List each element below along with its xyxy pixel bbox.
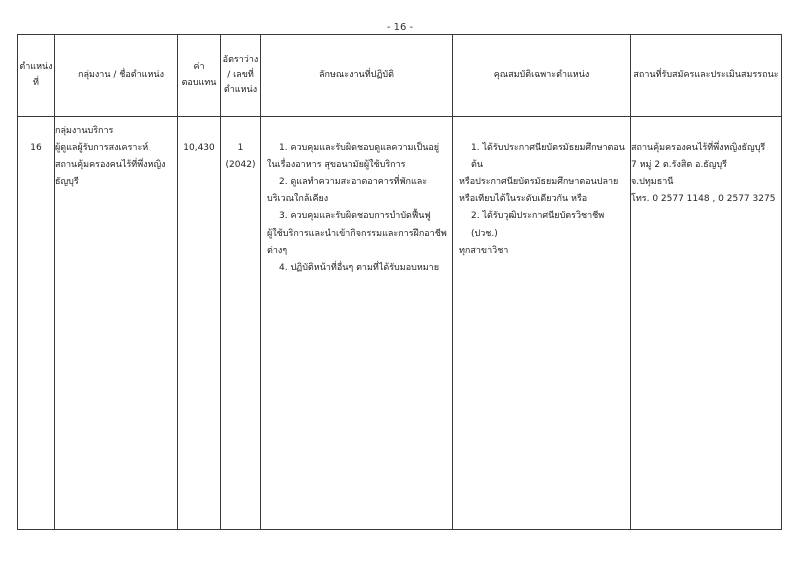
wage-value: 10,430 bbox=[183, 143, 215, 154]
position-number: 16 bbox=[30, 143, 42, 154]
duty-item-1-cont: ในเรื่องอาหาร สุขอนามัยผู้ใช้บริการ bbox=[267, 160, 406, 171]
header-duties: ลักษณะงานที่ปฏิบัติ bbox=[261, 35, 453, 117]
header-position-no: ตำแหน่งที่ bbox=[18, 35, 55, 117]
position-number-cell bbox=[18, 117, 55, 530]
duty-item-1: 1. ควบคุมและรับผิดชอบดูแลความเป็นอยู่ bbox=[279, 143, 440, 154]
wage-cell bbox=[178, 117, 221, 530]
rate-cell bbox=[221, 117, 261, 530]
recruitment-table bbox=[17, 34, 782, 530]
rate-number: (2042) bbox=[225, 160, 256, 171]
table-row bbox=[18, 117, 782, 530]
position-name-line1: ผู้ดูแลผู้รับการสงเคราะห์ bbox=[55, 143, 149, 154]
duties-cell bbox=[261, 117, 453, 530]
rate-count: 1 bbox=[237, 143, 244, 154]
group-name: กลุ่มงานบริการ bbox=[55, 126, 114, 136]
qualification-item-2: 2. ได้รับวุฒิประกาศนียบัตรวิชาชีพ (ปวช.) bbox=[471, 211, 605, 239]
duty-item-3-cont: ผู้ใช้บริการและนำเข้ากิจกรรมและการฝึกอาชีพ bbox=[267, 228, 447, 239]
header-wage: ค่าตอบแทน bbox=[178, 35, 221, 117]
header-group-position: กลุ่มงาน / ชื่อตำแหน่ง bbox=[55, 35, 178, 117]
duty-item-4: 4. ปฏิบัติหน้าที่อื่นๆ ตามที่ได้รับมอบหมาย bbox=[279, 262, 440, 273]
duty-item-3-cont2: ต่างๆ bbox=[267, 245, 288, 256]
venue-phone: โทร. 0 2577 1148 , 0 2577 3275 bbox=[631, 194, 776, 205]
duty-item-2: 2. ดูแลทำความสะอาดอาคารที่พักและ bbox=[279, 177, 428, 188]
qualification-item-1-cont2: หรือเทียบได้ในระดับเดียวกัน หรือ bbox=[459, 194, 588, 205]
qualification-item-1-cont: หรือประกาศนียบัตรมัธยมศึกษาตอนปลาย bbox=[459, 177, 619, 188]
qualifications-cell bbox=[453, 117, 631, 530]
position-name-line2: สถานคุ้มครองคนไร้ที่พึ่งหญิงธัญบุรี bbox=[55, 160, 166, 188]
header-rate: อัตราว่าง / เลขที่ตำแหน่ง bbox=[221, 35, 261, 117]
qualification-item-1: 1. ได้รับประกาศนียบัตรมัธยมศึกษาตอนต้น bbox=[471, 143, 625, 171]
duty-item-3: 3. ควบคุมและรับผิดชอบการบำบัดฟื้นฟู bbox=[279, 211, 431, 222]
venue-name: สถานคุ้มครองคนไร้ที่พึ่งหญิงธัญบุรี bbox=[631, 143, 766, 154]
qualification-item-2-cont: ทุกสาขาวิชา bbox=[459, 245, 509, 256]
venue-province: จ.ปทุมธานี bbox=[631, 177, 674, 188]
duty-item-2-cont: บริเวณใกล้เคียง bbox=[267, 194, 329, 205]
header-row bbox=[18, 35, 782, 117]
page-number: - 16 - bbox=[386, 22, 414, 33]
group-position-cell bbox=[55, 117, 178, 530]
venue-cell bbox=[631, 117, 782, 530]
header-qualifications: คุณสมบัติเฉพาะตำแหน่ง bbox=[453, 35, 631, 117]
header-venue: สถานที่รับสมัครและประเมินสมรรถนะ bbox=[631, 35, 782, 117]
venue-address: 7 หมู่ 2 ต.รังสิต อ.ธัญบุรี bbox=[631, 160, 728, 171]
